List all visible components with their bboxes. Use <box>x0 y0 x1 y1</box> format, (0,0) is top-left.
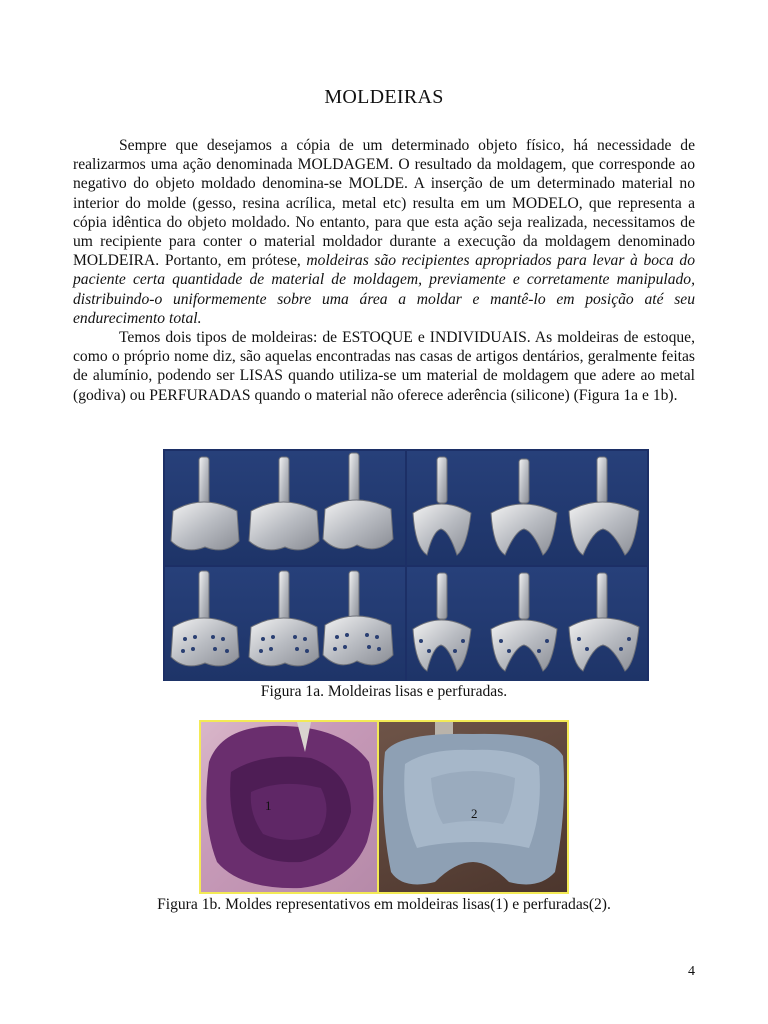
impression-label-2: 2 <box>471 806 478 821</box>
figure-1a-photos <box>163 449 649 681</box>
body-text <box>73 136 695 405</box>
photo-impression-perforated-tray <box>379 722 567 892</box>
paragraph-1-definition: moldeiras são recipientes apropriados para levar à boca do paciente certa quantidade de material de moldagem, previamente e corretamente manipulado, distribuindo-o uniformemente sobre uma área a moldar e mantê-lo em posição até seu endurecimento total. <box>73 252 695 327</box>
figure-1a-caption: Figura 1a. Moldeiras lisas e perfuradas. <box>260 683 508 700</box>
paragraph-2: Temos dois tipos de moldeiras: de ESTOQUE e INDIVIDUAIS. As moldeiras de estoque, como o próprio nome diz, são aquelas encontradas nas casas de artigos dentários, geralmente feitas de alumínio, podendo ser LISAS quando utiliza-se um material de moldagem que adere ao metal (godiva) ou PERFURADAS quando o material não oferece aderência (silicone) (Figura 1a e 1b). <box>73 329 695 404</box>
impression-label-1: 1 <box>265 798 272 813</box>
photo-smooth-lower-trays <box>407 451 647 565</box>
photo-perforated-lower-trays <box>407 567 647 681</box>
page-number: 4 <box>688 964 695 979</box>
figure-1b-caption: Figura 1b. Moldes representativos em moldeiras lisas(1) e perfuradas(2). <box>157 896 611 913</box>
paragraph-1 <box>73 136 695 328</box>
page-title: MOLDEIRAS <box>324 86 444 108</box>
photo-impression-smooth-tray <box>201 722 377 892</box>
figure-1b-photos <box>199 720 569 894</box>
photo-perforated-upper-trays <box>165 567 405 681</box>
photo-smooth-upper-trays <box>165 451 405 565</box>
paragraph-1-text: Sempre que desejamos a cópia de um determinado objeto físico, há necessidade de realizarmos uma ação denominada MOLDAGEM. O resultado da moldagem, que corresponde ao negativo do objeto moldado denomina-se MOLDE. A inserção de um determinado material no interior do molde (gesso, resina acrílica, metal etc) resulta em um MODELO, que representa a cópia idêntica do objeto moldado. No entanto, para que esta ação seja realizada, necessitamos de um recipiente para conter o material moldador durante a execução da moldagem denominado MOLDEIRA. Portanto, em prótese, <box>73 137 695 270</box>
